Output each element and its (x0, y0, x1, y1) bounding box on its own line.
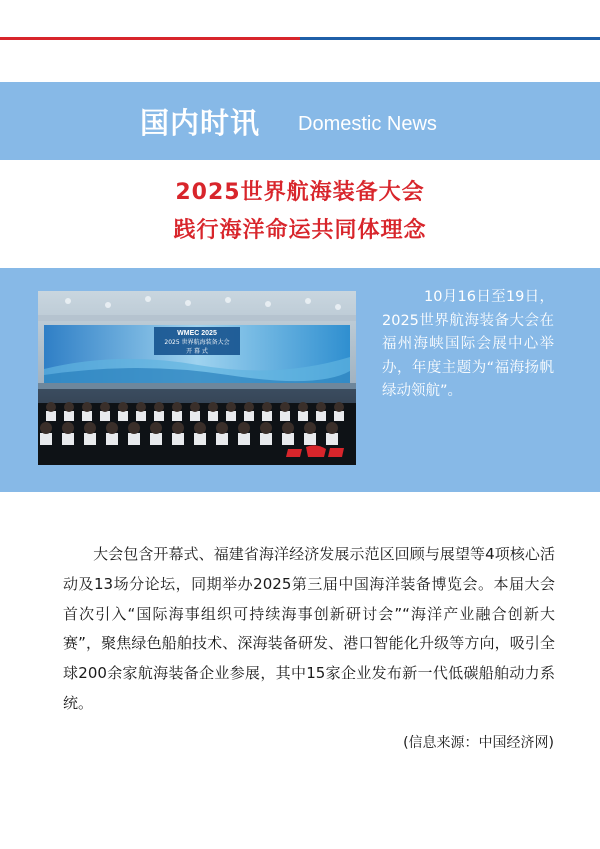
intro-paragraph (382, 286, 554, 404)
source-citation: (信息来源：中国经济网) (403, 735, 554, 751)
section-title-en: Domestic News (298, 113, 437, 135)
intro-text: 10月16日至19日，2025世界航海装备大会在福州海峡国际会展中心举办，年度主题为“福海扬帆绿动领航”。 (382, 289, 554, 400)
screen-caption: 开 幕 式 (186, 348, 208, 355)
headline-line-1: 2025世界航海装备大会 (175, 180, 425, 205)
body-text: 大会包含开幕式、福建省海洋经济发展示范区回顾与展望等4项核心活动及13场分论坛，同期举办2025第三届中国海洋装备博览会。本届大会首次引入“国际海事组织可持续海事创新研讨会”“海洋产业融合创新大赛”，聚焦绿色船舶技术、深海装备研发、港口智能化升级等方向，吸引全球200余家航海装备企业参展，其中15家企业发布新一代低碳船舶动力系统。 (63, 545, 555, 712)
body-paragraph (63, 540, 555, 719)
top-rule-red (0, 37, 300, 40)
screen-subtitle: 2025 世界航海装备大会 (164, 339, 230, 346)
top-rule-blue (300, 37, 600, 40)
screen-title: WMEC 2025 (177, 330, 217, 337)
headline-line-2: 践行海洋命运共同体理念 (173, 218, 427, 243)
section-title-cn: 国内时讯 (140, 106, 261, 140)
conference-photo (38, 291, 356, 465)
